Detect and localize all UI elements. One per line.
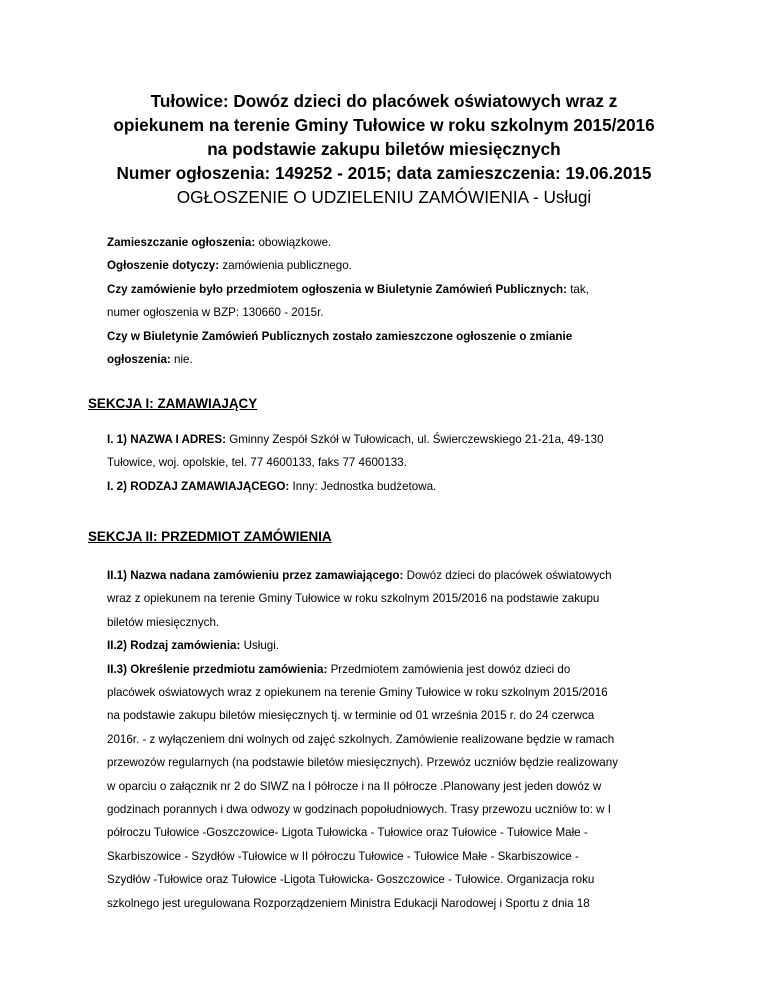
order-desc-line: w oparciu o załącznik nr 2 do SIWZ na I półrocze i na II półrocze .Planowany jest jeden dowóz w: [107, 779, 602, 793]
bzp-number: numer ogłoszenia w BZP: 130660 - 2015r.: [107, 306, 324, 320]
concerns-value: zamówienia publicznego.: [222, 259, 352, 273]
intro-block: [107, 231, 687, 371]
contracting-name-label: I. 1) NAZWA I ADRES:: [107, 433, 226, 446]
change-label-2: ogłoszenia:: [107, 353, 171, 367]
order-kind-label: II.2) Rodzaj zamówienia:: [107, 639, 241, 653]
order-desc-line: Szydłów -Tułowice oraz Tułowice -Ligota Tułowicka- Goszczowice - Tułowice. Organizacja roku: [107, 873, 595, 887]
change-row-1: [107, 325, 687, 348]
title-line-2: opiekunem na terenie Gminy Tułowice w roku szkolnym 2015/2016: [113, 115, 655, 135]
order-desc-row: [107, 658, 687, 681]
contracting-address: Tułowice, woj. opolskie, tel. 77 4600133, faks 77 4600133.: [107, 456, 407, 470]
order-desc-line: przewozów regularnych (na podstawie biletów miesięcznych). Przewóz uczniów będzie realizowany: [107, 756, 619, 770]
bzp-value: tak,: [570, 282, 589, 296]
bzp-label: Czy zamówienie było przedmiotem ogłoszenia w Biuletynie Zamówień Publicznych:: [107, 282, 567, 296]
concerns-label: Ogłoszenie dotyczy:: [107, 259, 220, 273]
order-desc-line: 2016r. - z wyłączeniem dni wolnych od zajęć szkolnych. Zamówienie realizowane będzie w ramach: [107, 732, 615, 746]
order-name-value-2: wraz z opiekunem na terenie Gminy Tułowice w roku szkolnym 2015/2016 na podstawie zakupu: [107, 592, 600, 606]
title-line-1: Tułowice: Dowóz dzieci do placówek oświatowych wraz z: [150, 91, 618, 111]
order-desc-line: półroczu Tułowice -Goszczowice- Ligota Tułowicka - Tułowice oraz Tułowice - Tułowice Małe -: [107, 826, 588, 840]
order-name-value-3: biletów miesięcznych.: [107, 615, 220, 629]
order-desc-line: Przedmiotem zamówienia jest dowóz dzieci do: [330, 662, 571, 676]
announcement-type: OGŁOSZENIE O UDZIELENIU ZAMÓWIENIA - Usługi: [176, 187, 592, 207]
section-1-body: [107, 428, 687, 498]
contracting-name-value: Gminny Zespół Szkół w Tułowicach, ul. Świerczewskiego 21-21a, 49-130: [229, 433, 604, 446]
announcement-number: Numer ogłoszenia: 149252 - 2015; data zamieszczenia: 19.06.2015: [116, 163, 652, 183]
order-kind-value: Usługi.: [243, 639, 280, 653]
order-desc-line: szkolnego jest uregulowana Rozporządzeniem Ministra Edukacji Narodowej i Sportu z dnia 18: [107, 896, 590, 910]
concerns-row: [107, 254, 687, 277]
title-line-3: na podstawie zakupu biletów miesięcznych: [207, 139, 561, 159]
section-1-heading: SEKCJA I: ZAMAWIAJĄCY: [88, 396, 258, 411]
bzp-row: [107, 278, 687, 301]
section-2-heading: SEKCJA II: PRZEDMIOT ZAMÓWIENIA: [88, 529, 332, 544]
order-name-label: II.1) Nazwa nadana zamówieniu przez zamawiającego:: [107, 569, 404, 582]
order-desc-label: II.3) Określenie przedmiotu zamówienia:: [107, 662, 328, 676]
contracting-type-value: Inny: Jednostka budżetowa.: [292, 479, 437, 493]
placement-row: [107, 231, 687, 254]
section-2-body: [107, 564, 687, 915]
change-label-1: Czy w Biuletynie Zamówień Publicznych zostało zamieszczone ogłoszenie o zmianie: [107, 329, 573, 343]
order-kind-row: [107, 634, 687, 657]
contracting-name-row: [107, 428, 687, 451]
change-value: nie.: [174, 353, 193, 367]
contracting-type-label: I. 2) RODZAJ ZAMAWIAJĄCEGO:: [107, 479, 290, 493]
order-desc-line: placówek oświatowych wraz z opiekunem na terenie Gminy Tułowice w roku szkolnym 2015/2016: [107, 686, 608, 700]
order-desc-line: na podstawie zakupu biletów miesięcznych tj. w terminie od 01 września 2015 r. do 24 czerwca: [107, 709, 595, 723]
order-desc-line: godzinach porannych i dwa odwozy w godzinach popołudniowych. Trasy przewozu uczniów to: w I: [107, 803, 611, 817]
order-name-row: [107, 564, 687, 587]
contracting-type-row: [107, 475, 687, 498]
placement-label: Zamieszczanie ogłoszenia:: [107, 236, 256, 249]
change-row-2: [107, 348, 687, 371]
document-title: [60, 89, 708, 209]
placement-value: obowiązkowe.: [258, 236, 332, 249]
order-desc-line: Skarbiszowice - Szydłów -Tułowice w II półroczu Tułowice - Tułowice Małe - Skarbiszowice -: [107, 849, 579, 863]
order-name-value-1: Dowóz dzieci do placówek oświatowych: [406, 569, 612, 582]
